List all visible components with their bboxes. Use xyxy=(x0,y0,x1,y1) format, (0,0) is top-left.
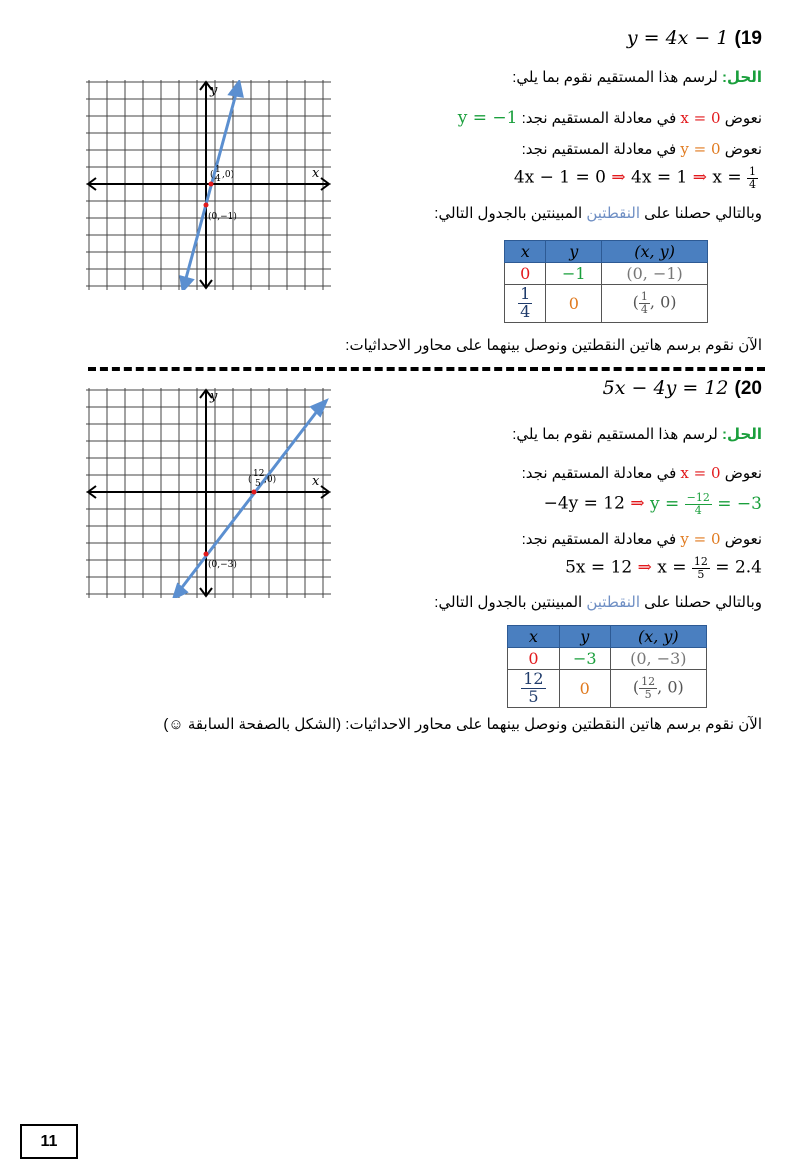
cell: (0, −3) xyxy=(610,648,706,670)
table-header-row xyxy=(508,626,707,648)
text: = 2.4 xyxy=(709,557,762,578)
text: x = xyxy=(651,557,692,578)
cell xyxy=(505,285,546,323)
points-word: النقطتين xyxy=(586,205,640,222)
y-axis-label: y xyxy=(210,389,218,404)
p20-derivation-1 xyxy=(544,492,762,516)
p20-sub1 xyxy=(522,464,762,482)
problem-20-number: (20 xyxy=(734,378,762,399)
graph-19 xyxy=(86,80,331,290)
p20-table xyxy=(507,625,707,708)
p19-sub2 xyxy=(522,140,762,158)
fraction xyxy=(747,166,758,190)
numerator: 1 xyxy=(520,284,531,303)
denominator: 4 xyxy=(640,302,648,316)
numerator: 12 xyxy=(523,669,544,688)
x-axis-label: x xyxy=(312,166,320,181)
text: في معادلة المستقيم نجد: xyxy=(521,531,681,548)
denominator: 4 xyxy=(215,174,221,184)
section-divider xyxy=(88,367,765,371)
p19-sub1 xyxy=(458,108,762,128)
sub2-value: y = 0 xyxy=(680,140,721,158)
denominator: 5 xyxy=(528,686,539,706)
sub1-result: y = −1 xyxy=(457,108,518,128)
denominator: 4 xyxy=(520,301,531,321)
text: نعوض xyxy=(720,531,762,548)
text: في معادلة المستقيم نجد: xyxy=(521,465,681,482)
cell: −3 xyxy=(559,648,610,670)
text: ( xyxy=(632,292,639,312)
problem-19-equation: y = 4x − 1 xyxy=(626,27,729,49)
intro-text: لرسم هذا المستقيم نقوم بما يلي: xyxy=(512,69,723,86)
text: 4x = 1 xyxy=(625,167,693,188)
text: , 0) xyxy=(649,292,677,312)
implies-arrow: ⇒ xyxy=(630,493,645,514)
x-axis-label: x xyxy=(312,474,320,489)
problem-20-heading xyxy=(603,377,762,400)
text: ( xyxy=(210,170,214,180)
text: نعوض xyxy=(720,110,762,127)
sub1-value: x = 0 xyxy=(680,464,721,482)
p19-table xyxy=(504,240,708,323)
header-x: x xyxy=(508,626,560,648)
text: 5x = 12 xyxy=(565,557,638,578)
graph-20 xyxy=(86,388,331,598)
text: وبالتالي حصلنا على xyxy=(640,594,762,611)
solution-label: الحل: xyxy=(722,426,762,443)
text: ,0) xyxy=(264,475,277,485)
text: 4x − 1 = 0 xyxy=(513,167,612,188)
denominator: 5 xyxy=(644,687,652,701)
table-row xyxy=(508,670,707,708)
cell: 0 xyxy=(505,263,546,285)
solution-label: الحل: xyxy=(722,69,762,86)
text: نعوض xyxy=(720,465,762,482)
cell: 0 xyxy=(508,648,560,670)
denominator: 4 xyxy=(749,177,756,191)
text: المبينتين بالجدول التالي: xyxy=(434,205,587,222)
p20-closing: الآن نقوم برسم هاتين النقطتين ونوصل بينهما على محاور الاحداثيات: (الشكل بالصفحة السابقة ☺) xyxy=(163,716,762,733)
implies-arrow: ⇒ xyxy=(637,557,652,578)
implies-arrow: ⇒ xyxy=(611,167,626,188)
text: y = xyxy=(644,493,685,514)
table-header-row xyxy=(505,241,708,263)
denominator: 5 xyxy=(697,567,705,581)
p19-intro xyxy=(512,68,762,86)
cell xyxy=(508,670,560,708)
table-row xyxy=(505,263,708,285)
text: x = xyxy=(706,167,747,188)
point-12-5-0 xyxy=(252,490,257,495)
intro-text: لرسم هذا المستقيم نقوم بما يلي: xyxy=(512,426,723,443)
fraction xyxy=(692,556,710,580)
header-xy: (x, y) xyxy=(610,626,706,648)
numerator: 1 xyxy=(749,165,756,178)
points-word: النقطتين xyxy=(586,594,640,611)
text: −4y = 12 xyxy=(543,493,631,514)
p20-sub2 xyxy=(522,530,762,548)
problem-19-heading xyxy=(627,27,762,50)
page-number: 11 xyxy=(20,1124,78,1159)
table-row xyxy=(505,285,708,323)
table-row xyxy=(508,648,707,670)
denominator: 5 xyxy=(255,479,261,489)
text: = −3 xyxy=(711,493,762,514)
text: , 0) xyxy=(657,677,684,697)
numerator: −12 xyxy=(686,491,710,504)
point-0-neg1 xyxy=(204,203,209,208)
point-label-0-neg1: (0,−1) xyxy=(208,212,237,222)
text: نعوض xyxy=(720,141,762,158)
text: المبينتين بالجدول التالي: xyxy=(434,594,587,611)
header-y: y xyxy=(559,626,610,648)
problem-19-number: (19 xyxy=(734,28,762,49)
numerator: 1 xyxy=(640,290,648,304)
denominator: 4 xyxy=(694,503,702,517)
sub2-value: y = 0 xyxy=(680,530,721,548)
text: في معادلة المستقيم نجد: xyxy=(517,110,681,127)
cell xyxy=(602,285,708,323)
text: ( xyxy=(248,475,252,485)
point-label-0-neg3: (0,−3) xyxy=(208,560,237,570)
point-quarter-0 xyxy=(209,182,214,187)
cell: 0 xyxy=(546,285,602,323)
numerator: 1 xyxy=(215,165,221,175)
cell: (0, −1) xyxy=(602,263,708,285)
numerator: 12 xyxy=(253,469,265,479)
implies-arrow: ⇒ xyxy=(692,167,707,188)
numerator: 12 xyxy=(641,675,656,689)
problem-20-equation: 5x − 4y = 12 xyxy=(602,377,729,399)
p20-intro xyxy=(512,425,762,443)
cell xyxy=(610,670,706,708)
numerator: 12 xyxy=(693,555,708,568)
sub1-value: x = 0 xyxy=(680,109,721,127)
cell: 0 xyxy=(559,670,610,708)
text: ,0) xyxy=(222,170,235,180)
p19-closing: الآن نقوم برسم هاتين النقطتين ونوصل بينهما على محاور الاحداثيات: xyxy=(345,337,762,354)
text: وبالتالي حصلنا على xyxy=(640,205,762,222)
header-y: y xyxy=(546,241,602,263)
p20-derivation-2 xyxy=(565,556,762,580)
y-axis-label: y xyxy=(210,83,218,98)
cell: −1 xyxy=(546,263,602,285)
p20-conclusion xyxy=(434,593,762,611)
point-0-neg3 xyxy=(204,552,209,557)
header-xy: (x, y) xyxy=(602,241,708,263)
header-x: x xyxy=(505,241,546,263)
axes xyxy=(88,82,329,288)
p19-derivation xyxy=(514,166,758,190)
p19-conclusion xyxy=(434,204,762,222)
text: ( xyxy=(632,677,640,697)
text: في معادلة المستقيم نجد: xyxy=(521,141,681,158)
fraction xyxy=(685,492,712,516)
